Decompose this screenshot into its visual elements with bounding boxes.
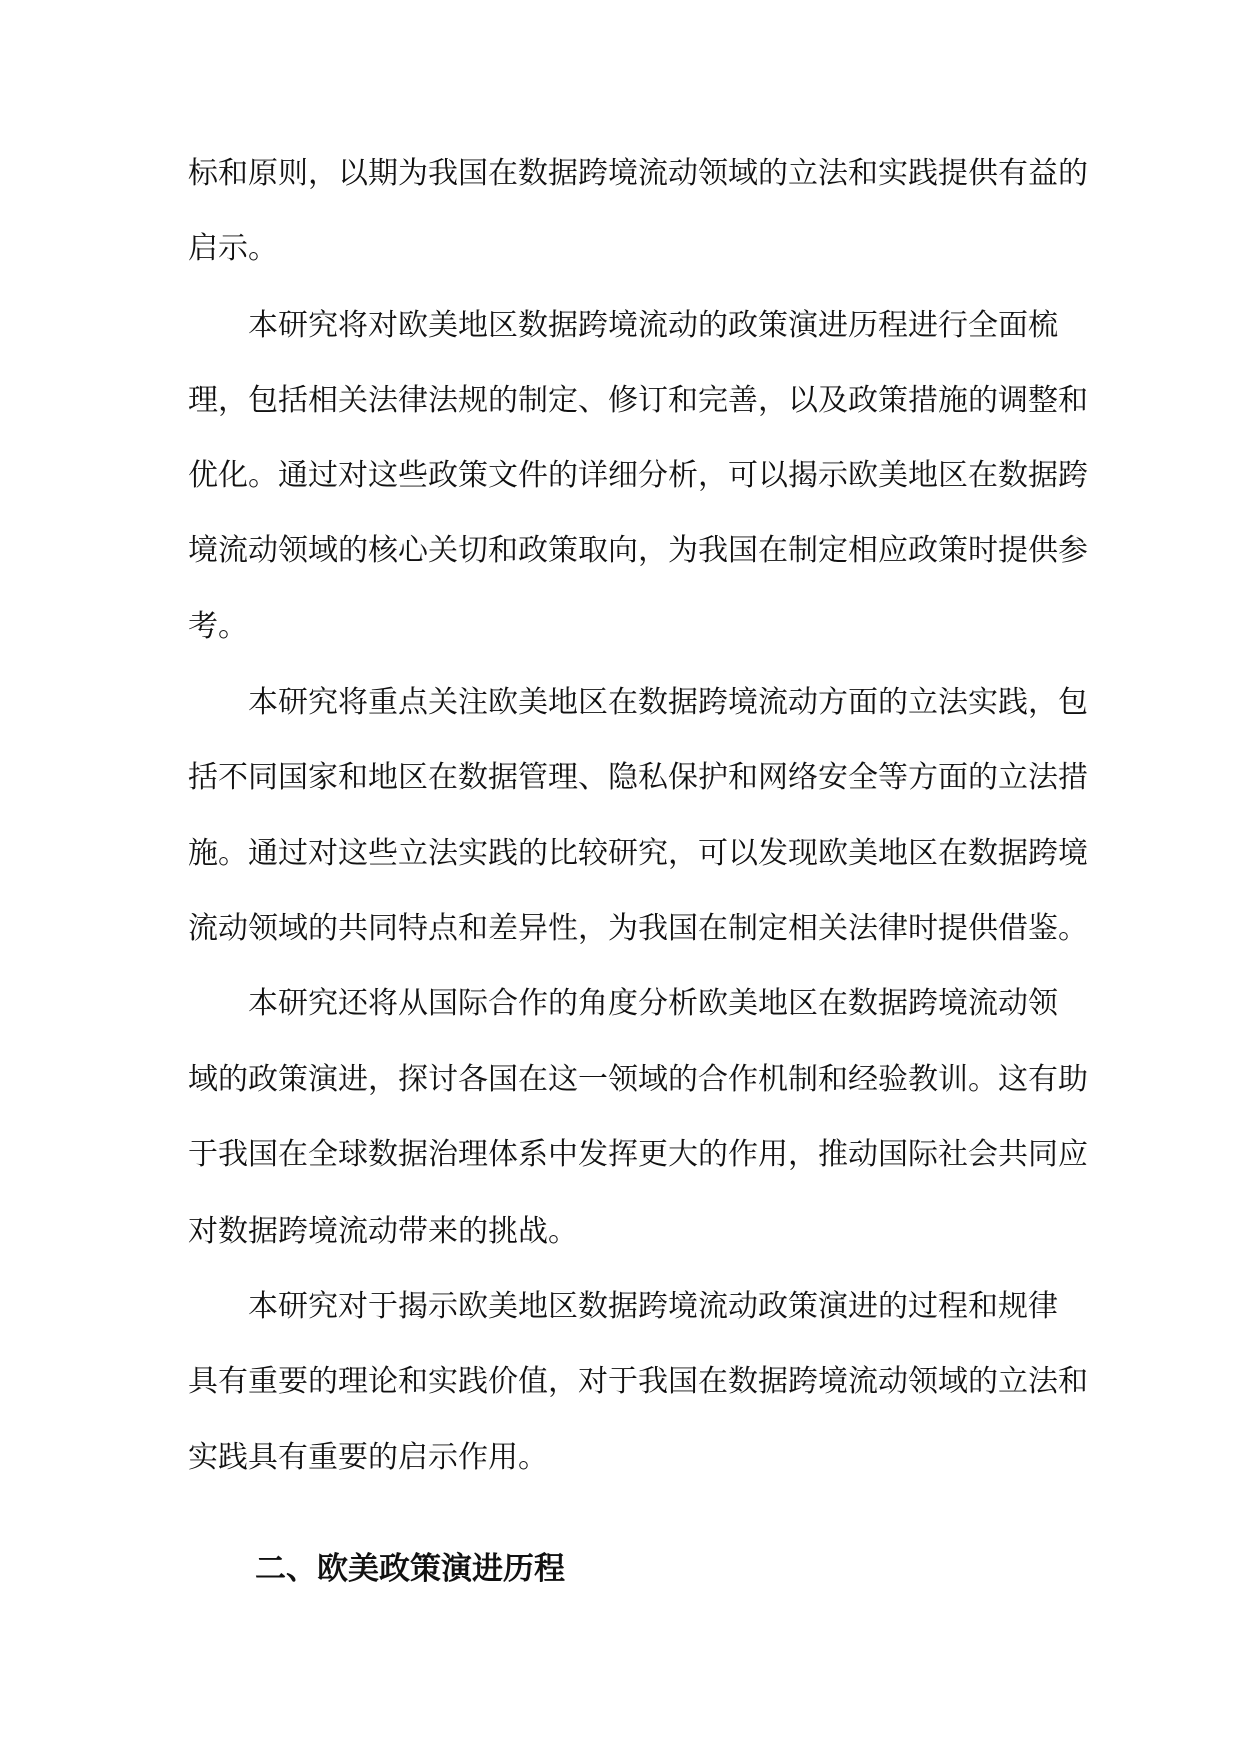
section-heading: 二、欧美政策演进历程 [255,1551,565,1587]
paragraph-line: 标和原则，以期为我国在数据跨境流动领域的立法和实践提供有益的 [188,156,1088,191]
paragraph-line: 对数据跨境流动带来的挑战。 [188,1214,578,1249]
paragraph-line: 本研究将对欧美地区数据跨境流动的政策演进历程进行全面梳 [248,308,1058,343]
paragraph-line: 考。 [188,609,248,644]
paragraph-line: 实践具有重要的启示作用。 [188,1440,548,1475]
paragraph-line: 本研究将重点关注欧美地区在数据跨境流动方面的立法实践，包 [248,685,1088,720]
paragraph-line: 理，包括相关法律法规的制定、修订和完善，以及政策措施的调整和 [188,383,1088,418]
paragraph-line: 境流动领域的核心关切和政策取向，为我国在制定相应政策时提供参 [188,533,1088,568]
paragraph-line: 流动领域的共同特点和差异性，为我国在制定相关法律时提供借鉴。 [188,911,1088,946]
paragraph-line: 域的政策演进，探讨各国在这一领域的合作机制和经验教训。这有助 [188,1062,1088,1097]
paragraph-line: 施。通过对这些立法实践的比较研究，可以发现欧美地区在数据跨境 [188,836,1088,871]
paragraph-line: 括不同国家和地区在数据管理、隐私保护和网络安全等方面的立法措 [188,760,1088,795]
paragraph-line: 本研究还将从国际合作的角度分析欧美地区在数据跨境流动领 [248,986,1058,1021]
paragraph-line: 于我国在全球数据治理体系中发挥更大的作用，推动国际社会共同应 [188,1137,1088,1172]
paragraph-line: 本研究对于揭示欧美地区数据跨境流动政策演进的过程和规律 [248,1289,1058,1324]
paragraph-line: 启示。 [188,231,278,266]
paragraph-line: 具有重要的理论和实践价值，对于我国在数据跨境流动领域的立法和 [188,1364,1088,1399]
paragraph-line: 优化。通过对这些政策文件的详细分析，可以揭示欧美地区在数据跨 [188,458,1088,493]
